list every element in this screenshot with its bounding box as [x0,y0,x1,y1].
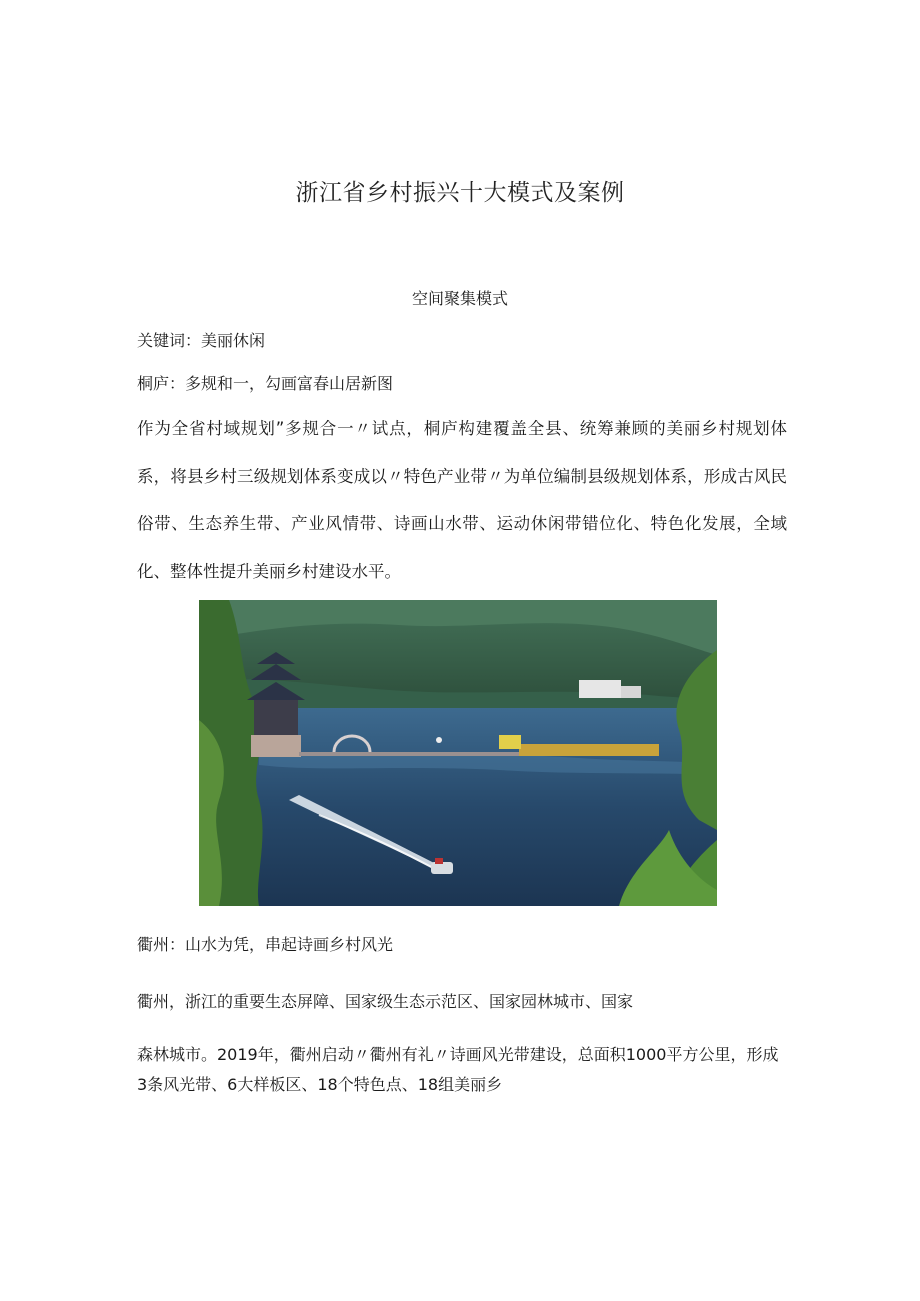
section-heading: 空间聚集模式 [411,289,508,308]
case2-paragraph: 森林城市。2019年，衢州启动〃衢州有礼〃诗画风光带建设，总面积1000平方公里，形成3条风光带、6大样板区、18个特色点、18组美丽乡 [137,1045,779,1094]
case2-line1: 衢州，浙江的重要生态屏障、国家级生态示范区、国家园林城市、国家 [137,992,634,1011]
lake-landscape-photo [199,600,717,906]
case1-paragraph: 作为全省村域规划”多规合一〃试点，桐庐构建覆盖全县、统筹兼顾的美丽乡村规划体系，将县乡村三级规划体系变成以〃特色产业带〃为单位编制县级规划体系，形成古风民俗带、生态养生带、产业风情带、诗画山水带、运动休闲带错位化、特色化发展，全域化、整体性提升美丽乡村建设水平。 [137,419,787,581]
document-title: 浙江省乡村振兴十大模式及案例 [295,180,625,206]
keywords-line: 关键词：美丽休闲 [137,331,266,350]
case2-heading: 衢州：山水为凭，串起诗画乡村风光 [137,935,394,954]
case1-heading: 桐庐：多规和一，勾画富春山居新图 [137,374,394,393]
